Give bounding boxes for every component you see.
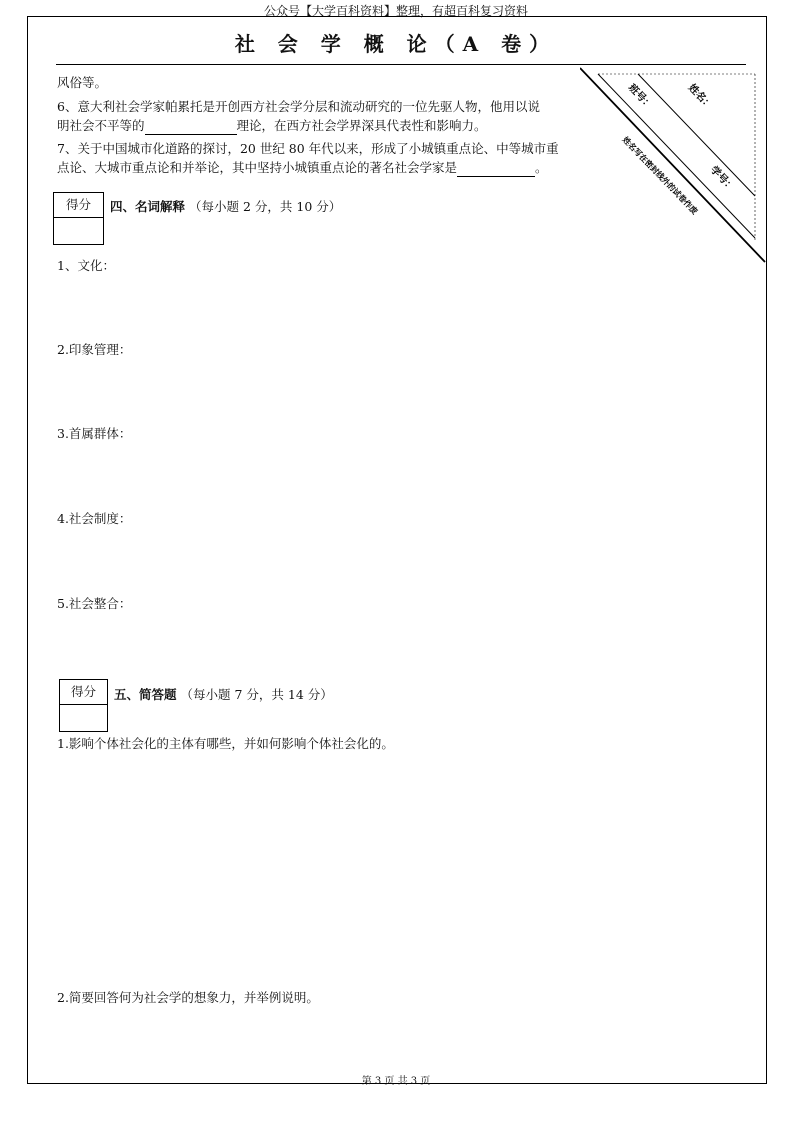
- section4-score-field[interactable]: [54, 218, 103, 246]
- term-4: 4.社会制度：: [57, 511, 132, 526]
- class-label: 班号：: [625, 82, 655, 112]
- section5-note: （每小题 7 分，共 14 分）: [180, 687, 333, 702]
- section4-note: （每小题 2 分，共 10 分）: [189, 199, 342, 214]
- section5-header: [114, 685, 333, 703]
- section4-header: [110, 197, 341, 215]
- q7-answer-blank[interactable]: [457, 158, 535, 177]
- section5-score-field[interactable]: [60, 705, 107, 733]
- term-2: 2.印象管理：: [57, 342, 132, 357]
- term-3: 3.首属群体：: [57, 426, 132, 441]
- name-label: 姓名：: [685, 82, 715, 112]
- short-answer-1: 1.影响个体社会化的主体有哪些，并如何影响个体社会化的。: [57, 736, 394, 751]
- q6-line1: 6、意大利社会学家帕累托是开创西方社会学分层和流动研究的一位先驱人物，他用以说: [57, 99, 540, 114]
- term-1: 1、文化：: [57, 258, 115, 273]
- q6-text-after: 理论，在西方社会学界深具代表性和影响力。: [236, 118, 487, 133]
- previous-item-tail: 风俗等。: [57, 75, 108, 90]
- term-5: 5.社会整合：: [57, 596, 132, 611]
- section5-heading: 五、简答题: [114, 687, 177, 702]
- page-footer: 第 3 页 共 3 页: [361, 1076, 431, 1087]
- section4-score-box: [53, 192, 104, 245]
- q7-text-before: 点论、大城市重点论和并举论，其中坚持小城镇重点论的著名社会学家是: [57, 160, 458, 175]
- seal-warning: 姓名写在密封线外的试卷作废: [620, 135, 700, 217]
- header-note: 公众号【大学百科资料】整理，有超百科复习资料: [263, 4, 528, 18]
- q6-text-before: 明社会不平等的: [57, 118, 145, 133]
- q6-line2: [57, 116, 487, 135]
- section4-heading: 四、名词解释: [110, 199, 186, 214]
- q7-text-after: 。: [535, 160, 548, 175]
- q7-line1: 7、关于中国城市化道路的探讨，20 世纪 80 年代以来，形成了小城镇重点论、中等城市重: [57, 141, 559, 156]
- student-id-label: 学号：: [707, 164, 737, 194]
- section5-score-label: 得分: [60, 680, 107, 705]
- title-rule: [56, 64, 746, 65]
- short-answer-2: 2.简要回答何为社会学的想象力，并举例说明。: [57, 990, 319, 1005]
- q6-answer-blank[interactable]: [145, 116, 237, 135]
- section5-score-box: [59, 679, 108, 732]
- q7-line2: [57, 158, 548, 177]
- seal-corner: [580, 66, 770, 266]
- exam-title: 社 会 学 概 论（A 卷）: [234, 32, 558, 56]
- section4-score-label: 得分: [54, 193, 103, 218]
